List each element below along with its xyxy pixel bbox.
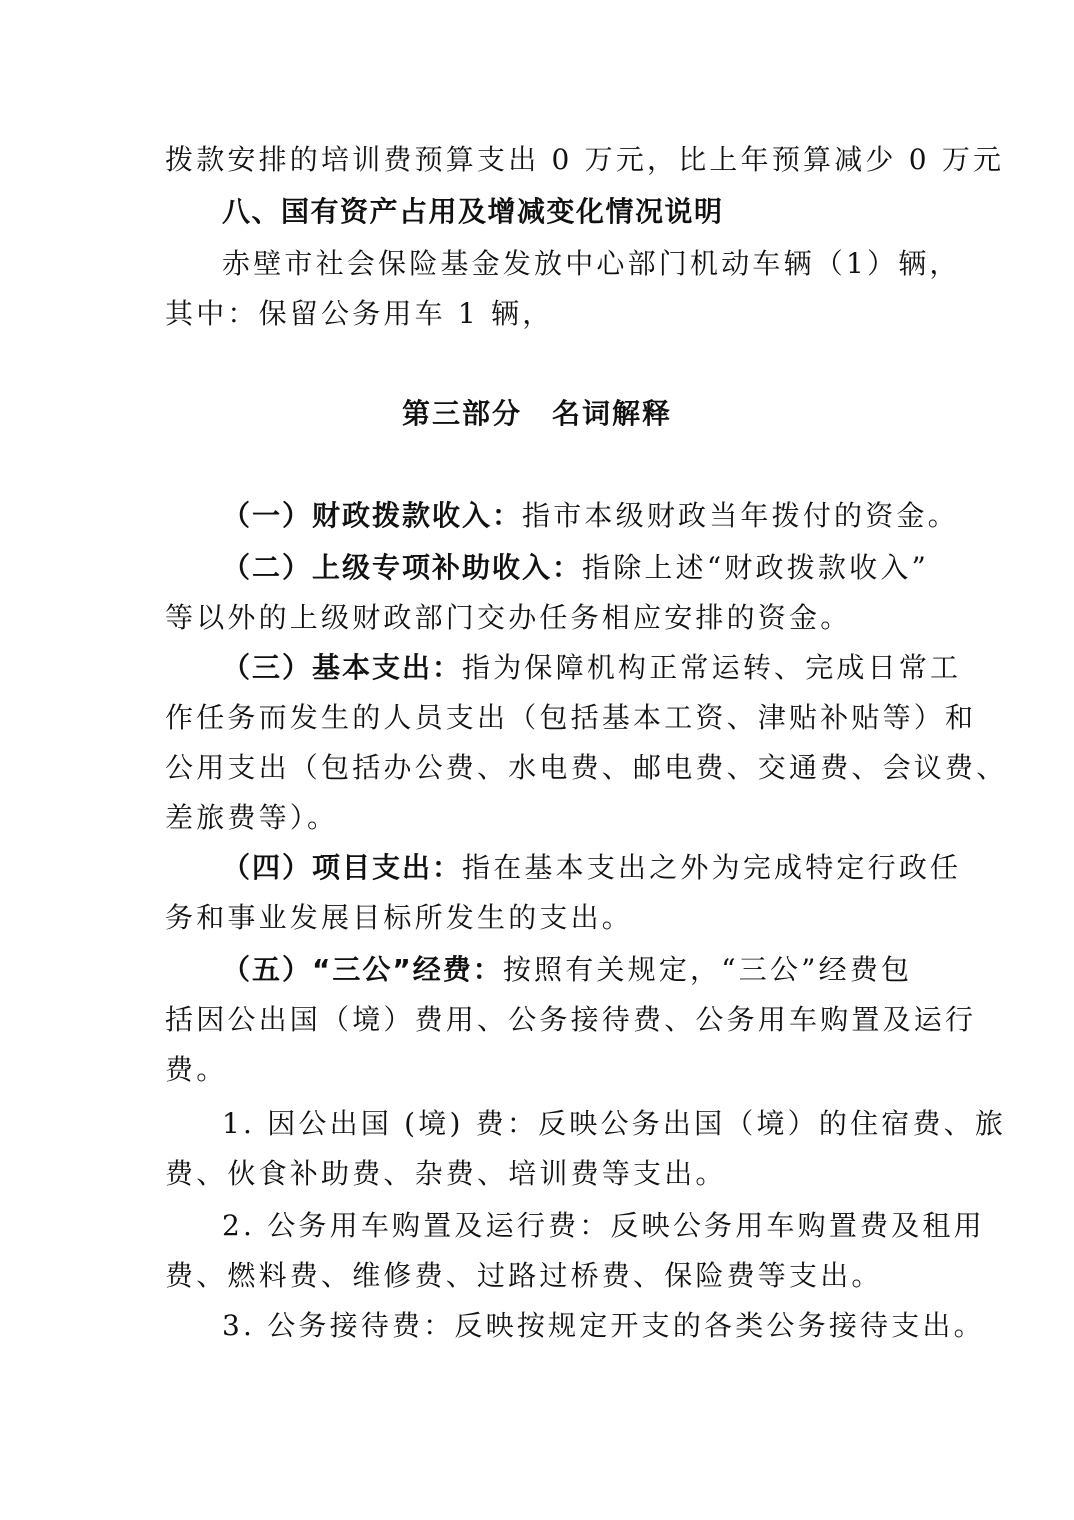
section-heading-assets: 八、国有资产占用及增减变化情况说明 [222, 195, 724, 228]
term-definition: 指除上述“财政拨款收入” [582, 551, 930, 584]
term-paragraph [222, 648, 961, 688]
subitem-line: 3. 公务接待费：反映按规定开支的各类公务接待支出。 [222, 1309, 985, 1342]
term-definition-line: 差旅费等）。 [165, 801, 339, 834]
term-label: （四）项目支出： [222, 851, 463, 884]
subitem-line: 费、伙食补助费、杂费、培训费等支出。 [165, 1157, 727, 1190]
term-definition: 指在基本支出之外为完成特定行政任 [462, 851, 962, 884]
term-label: （三）基本支出： [222, 651, 463, 684]
subitem-line: 2. 公务用车购置及运行费：反映公务用车购置费及租用 [222, 1209, 985, 1242]
term-paragraph [222, 548, 929, 588]
assets-paragraph-line: 其中：保留公务用车 1 辆， [165, 297, 554, 330]
term-definition-line: 务和事业发展目标所发生的支出。 [165, 901, 634, 934]
term-definition-line: 等以外的上级财政部门交办任务相应安排的资金。 [165, 601, 852, 634]
term-label: （一）财政拨款收入： [222, 499, 523, 532]
term-definition-line: 费。 [165, 1053, 228, 1086]
term-paragraph [222, 496, 959, 536]
subitem-line: 费、燃料费、维修费、过路过桥费、保险费等支出。 [165, 1259, 883, 1292]
term-definition-line: 作任务而发生的人员支出（包括基本工资、津贴补贴等）和 [165, 701, 977, 734]
term-label: （五）“三公”经费： [222, 953, 503, 986]
subitem-line: 1. 因公出国 (境) 费：反映公务出国（境）的住宿费、旅 [222, 1107, 1007, 1140]
assets-paragraph-line: 赤壁市社会保险基金发放中心部门机动车辆（1）辆， [222, 247, 961, 280]
term-label: （二）上级专项补助收入： [222, 551, 583, 584]
term-paragraph [222, 950, 912, 990]
term-definition-line: 公用支出（包括办公费、水电费、邮电费、交通费、会议费、 [165, 751, 1008, 784]
budget-text-line: 拨款安排的培训费预算支出 0 万元，比上年预算减少 0 万元 [165, 143, 1005, 176]
term-paragraph [222, 848, 961, 888]
term-definition: 指为保障机构正常运转、完成日常工 [462, 651, 962, 684]
term-definition: 指市本级财政当年拨付的资金。 [522, 499, 959, 532]
term-definition: 按照有关规定，“三公”经费包 [502, 953, 913, 986]
part-title: 第三部分 名词解释 [401, 397, 672, 430]
term-definition-line: 括因公出国（境）费用、公务接待费、公务用车购置及运行 [165, 1003, 977, 1036]
